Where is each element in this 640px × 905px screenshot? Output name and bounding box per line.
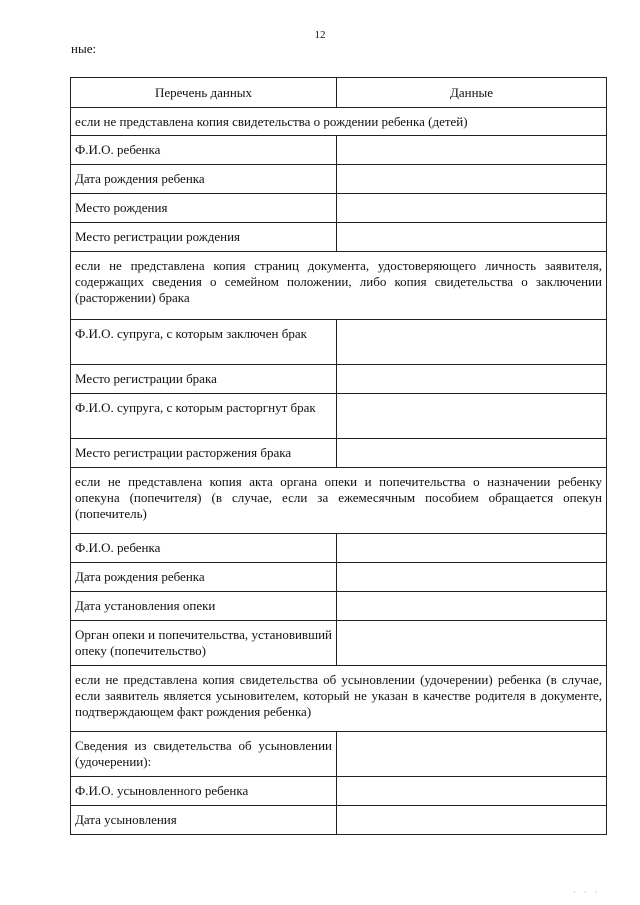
section-title: если не представлена копия свидетельства об усыновлении (удочерении) ребенка (в случае, если заявитель является усыновителем, который не указан в качестве родителя в документе, подтверждающем факт рождения ребенка): [71, 666, 607, 732]
table-row: [71, 592, 607, 621]
row-label: Ф.И.О. ребенка: [71, 534, 337, 563]
header-data-list: Перечень данных: [71, 78, 337, 108]
value-cell[interactable]: [337, 777, 607, 806]
header-data: Данные: [337, 78, 607, 108]
value-cell[interactable]: [337, 223, 607, 252]
value-cell[interactable]: [337, 394, 607, 439]
section-title: если не представлена копия акта органа опеки и попечительства о назначении ребенку опекуна (попечителя) (в случае, если за ежемесячным пособием обращается опекун (попечитель): [71, 468, 607, 534]
value-cell[interactable]: [337, 534, 607, 563]
row-label: Ф.И.О. ребенка: [71, 136, 337, 165]
value-cell[interactable]: [337, 563, 607, 592]
row-label: Орган опеки и попечительства, установивший опеку (попечительство): [71, 621, 337, 666]
row-label: Ф.И.О. супруга, с которым расторгнут брак: [71, 394, 337, 439]
table-row: [71, 534, 607, 563]
table-row: [71, 165, 607, 194]
table-row: [71, 320, 607, 365]
value-cell[interactable]: [337, 439, 607, 468]
row-label: Место регистрации расторжения брака: [71, 439, 337, 468]
row-label: Место рождения: [71, 194, 337, 223]
table-row: [71, 563, 607, 592]
lead-text: ные:: [71, 41, 97, 56]
row-label: Место регистрации рождения: [71, 223, 337, 252]
scan-mark: · · ·: [573, 888, 600, 897]
value-cell[interactable]: [337, 194, 607, 223]
row-label: Дата установления опеки: [71, 592, 337, 621]
table-row: [71, 223, 607, 252]
data-table: [70, 77, 607, 835]
table-header-row: [71, 78, 607, 108]
section-title: если не представлена копия свидетельства о рождении ребенка (детей): [71, 108, 607, 136]
row-label: Сведения из свидетельства об усыновлении (удочерении):: [71, 732, 337, 777]
page-number: 12: [314, 29, 326, 41]
value-cell[interactable]: [337, 136, 607, 165]
table-row: [71, 777, 607, 806]
table-row: [71, 394, 607, 439]
table-row: [71, 732, 607, 777]
row-label: Дата рождения ребенка: [71, 563, 337, 592]
table-row: [71, 136, 607, 165]
table-row: [71, 194, 607, 223]
section-row: [71, 666, 607, 732]
table-row: [71, 806, 607, 835]
row-label: Ф.И.О. супруга, с которым заключен брак: [71, 320, 337, 365]
value-cell[interactable]: [337, 592, 607, 621]
section-row: [71, 468, 607, 534]
table-row: [71, 365, 607, 394]
value-cell[interactable]: [337, 165, 607, 194]
section-row: [71, 108, 607, 136]
value-cell[interactable]: [337, 621, 607, 666]
row-label: Дата рождения ребенка: [71, 165, 337, 194]
row-label: Дата усыновления: [71, 806, 337, 835]
value-cell[interactable]: [337, 732, 607, 777]
row-label: Место регистрации брака: [71, 365, 337, 394]
value-cell[interactable]: [337, 365, 607, 394]
value-cell[interactable]: [337, 320, 607, 365]
table-row: [71, 621, 607, 666]
section-title: если не представлена копия страниц документа, удостоверяющего личность заявителя, содержащих сведения о семейном положении, либо копия свидетельства о заключении (расторжении) брака: [71, 252, 607, 320]
row-label: Ф.И.О. усыновленного ребенка: [71, 777, 337, 806]
section-row: [71, 252, 607, 320]
value-cell[interactable]: [337, 806, 607, 835]
table-row: [71, 439, 607, 468]
